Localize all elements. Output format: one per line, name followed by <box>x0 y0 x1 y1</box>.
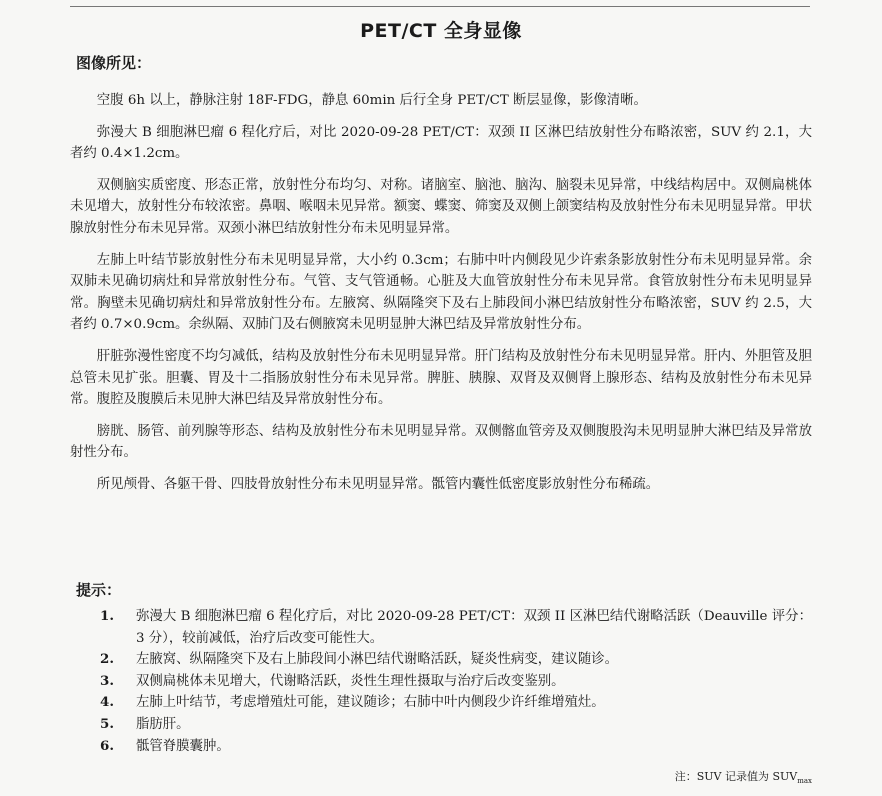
impression-item <box>100 736 812 758</box>
findings-paragraph-comparison: 弥漫大 B 细胞淋巴瘤 6 程化疗后，对比 2020-09-28 PET/CT：双颈 II 区淋巴结放射性分布略浓密，SUV 约 2.1，大者约 0.4×1.2cm。 <box>70 124 812 162</box>
footnote-text: 注：SUV 记录值为 SUV <box>674 770 798 783</box>
impression-text: 左腋窝、纵隔隆突下及右上肺段间小淋巴结代谢略活跃，疑炎性病变，建议随诊。 <box>136 652 619 668</box>
impression-number: 4. <box>100 694 114 711</box>
top-rule <box>70 6 810 7</box>
impressions-heading: 提示： <box>76 581 122 599</box>
impression-item <box>100 671 812 693</box>
impression-number: 6. <box>100 737 114 754</box>
report-title: PET/CT 全身显像 <box>360 20 522 42</box>
impression-text: 弥漫大 B 细胞淋巴瘤 6 程化疗后，对比 2020-09-28 PET/CT：双颈 II 区淋巴结代谢略活跃（Deauville 评分：3 分），较前减低，治疗后改变可能性大。 <box>136 609 812 646</box>
findings-paragraph-bones: 所见颅骨、各躯干骨、四肢骨放射性分布未见明显异常。骶管内囊性低密度影放射性分布稀疏。 <box>96 476 660 492</box>
impression-number: 2. <box>100 651 114 668</box>
impression-number: 1. <box>100 608 114 624</box>
findings-paragraph-pelvis: 膀胱、肠管、前列腺等形态、结构及放射性分布未见明显异常。双侧髂血管旁及双侧腹股沟未见明显肿大淋巴结及异常放射性分布。 <box>70 423 812 461</box>
impression-text: 脂肪肝。 <box>136 716 190 732</box>
impression-item <box>100 692 812 714</box>
impression-number: 5. <box>100 715 114 732</box>
footnote <box>675 768 812 785</box>
impression-text: 骶管脊膜囊肿。 <box>136 738 230 754</box>
impression-number: 3. <box>100 672 114 689</box>
impressions-list <box>100 606 812 757</box>
findings-paragraph-exam: 空腹 6h 以上，静脉注射 18F-FDG，静息 60min 后行全身 PET/CT 断层显像，影像清晰。 <box>96 93 647 108</box>
impression-text: 左肺上叶结节，考虑增殖灶可能，建议随诊；右肺中叶内侧段少许纤维增殖灶。 <box>136 695 605 711</box>
impression-item <box>100 606 812 649</box>
findings-heading: 图像所见： <box>76 54 152 72</box>
impression-item <box>100 714 812 736</box>
impression-text: 双侧扁桃体未见增大，代谢略活跃，炎性生理性摄取与治疗后改变鉴别。 <box>136 673 565 689</box>
findings-section <box>70 90 812 506</box>
impression-item <box>100 649 812 671</box>
findings-paragraph-head-neck: 双侧脑实质密度、形态正常，放射性分布均匀、对称。诸脑室、脑池、脑沟、脑裂未见异常，中线结构居中。双侧扁桃体未见增大，放射性分布较浓密。鼻咽、喉咽未见异常。额窦、蝶窦、筛窦及双侧上颌窦结构及放射性分布未见明显异常。甲状腺放射性分布未见异常。双颈小淋巴结放射性分布未见明显异常。 <box>70 177 812 236</box>
findings-paragraph-chest: 左肺上叶结节影放射性分布未见明显异常，大小约 0.3cm；右肺中叶内侧段见少许索条影放射性分布未见明显异常。余双肺未见确切病灶和异常放射性分布。气管、支气管通畅。心脏及大血管放射性分布未见异常。食管放射性分布未见明显异常。胸壁未见确切病灶和异常放射性分布。左腋窝、纵隔隆突下及右上肺段间小淋巴结放射性分布略浓密，SUV 约 2.5，大者约 0.7×0.9cm。余纵隔、双肺门及右侧腋窝未见明显肿大淋巴结及异常放射性分布。 <box>70 252 812 333</box>
findings-paragraph-abdomen: 肝脏弥漫性密度不均匀减低，结构及放射性分布未见明显异常。肝门结构及放射性分布未见明显异常。肝内、外胆管及胆总管未见扩张。胆囊、胃及十二指肠放射性分布未见异常。脾脏、胰腺、双肾及双侧肾上腺形态、结构及放射性分布未见异常。腹腔及腹膜后未见肿大淋巴结及异常放射性分布。 <box>70 348 812 408</box>
footnote-subscript: max <box>797 777 812 786</box>
